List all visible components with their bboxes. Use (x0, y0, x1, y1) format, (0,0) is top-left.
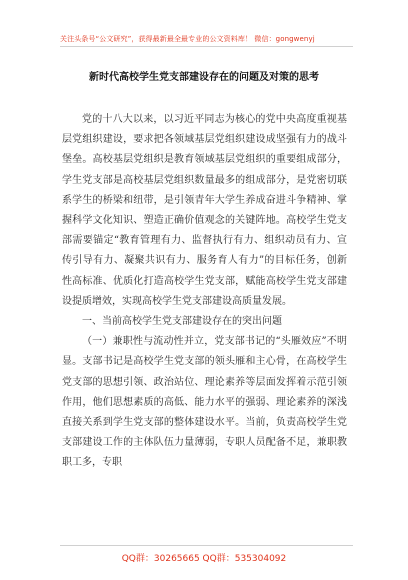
page-footer (0, 545, 408, 575)
header-banner-text: 关注头条号“公文研究”，获得最新最全最专业的公文资料库！ 微信：gongwenyj (60, 35, 315, 43)
page-header (0, 0, 408, 48)
document-body (62, 110, 347, 474)
document-title: 新时代高校学生党支部建设存在的问题及对策的思考 (89, 72, 319, 83)
footer-divider (60, 545, 353, 546)
footer-qq-groups: QQ群：30265665 QQ群：535304092 (121, 554, 287, 564)
body-paragraph: 党的十八大以来，以习近平同志为核心的党中央高度重视基层党组织建设，要求把各领域基层党组织建设成坚强有力的战斗堡垒。高校基层党组织是教育领域基层党组织的重要组成部分，学生党支部是高校基层党组织数量最多的组成部分，是党密切联系学生的桥梁和纽带，是引领青年大学生养成奋进斗争精神、掌握科学文化知识、塑造正确价值观念的关键阵地。高校学生党支部需要锚定“教育管理有力、监督执行有力、组织动员有力、宣传引导有力、凝聚共识有力、服务育人有力”的目标任务，创新性高标准、优质化打造高校学生党支部，赋能高校学生党支部建设提质增效，实现高校学生党支部建设高质量发展。 (62, 114, 347, 307)
header-divider (60, 46, 353, 47)
body-paragraph: （一）兼职性与流动性并立，党支部书记的“头雁效应”不明显。支部书记是高校学生党支部的领头雁和主心骨，在高校学生党支部的思想引领、政治站位、理论素养等层面发挥着示范引领作用，他们思想素质的高低、能力水平的强弱、理论素养的深浅直接关系到学生党支部的整体建设水平。当前，负责高校学生党支部建设工作的主体队伍力量薄弱，专职人员配备不足，兼职教职工多，专职 (62, 336, 347, 469)
section-heading: 一、当前高校学生党支部建设存在的突出问题 (82, 316, 282, 328)
